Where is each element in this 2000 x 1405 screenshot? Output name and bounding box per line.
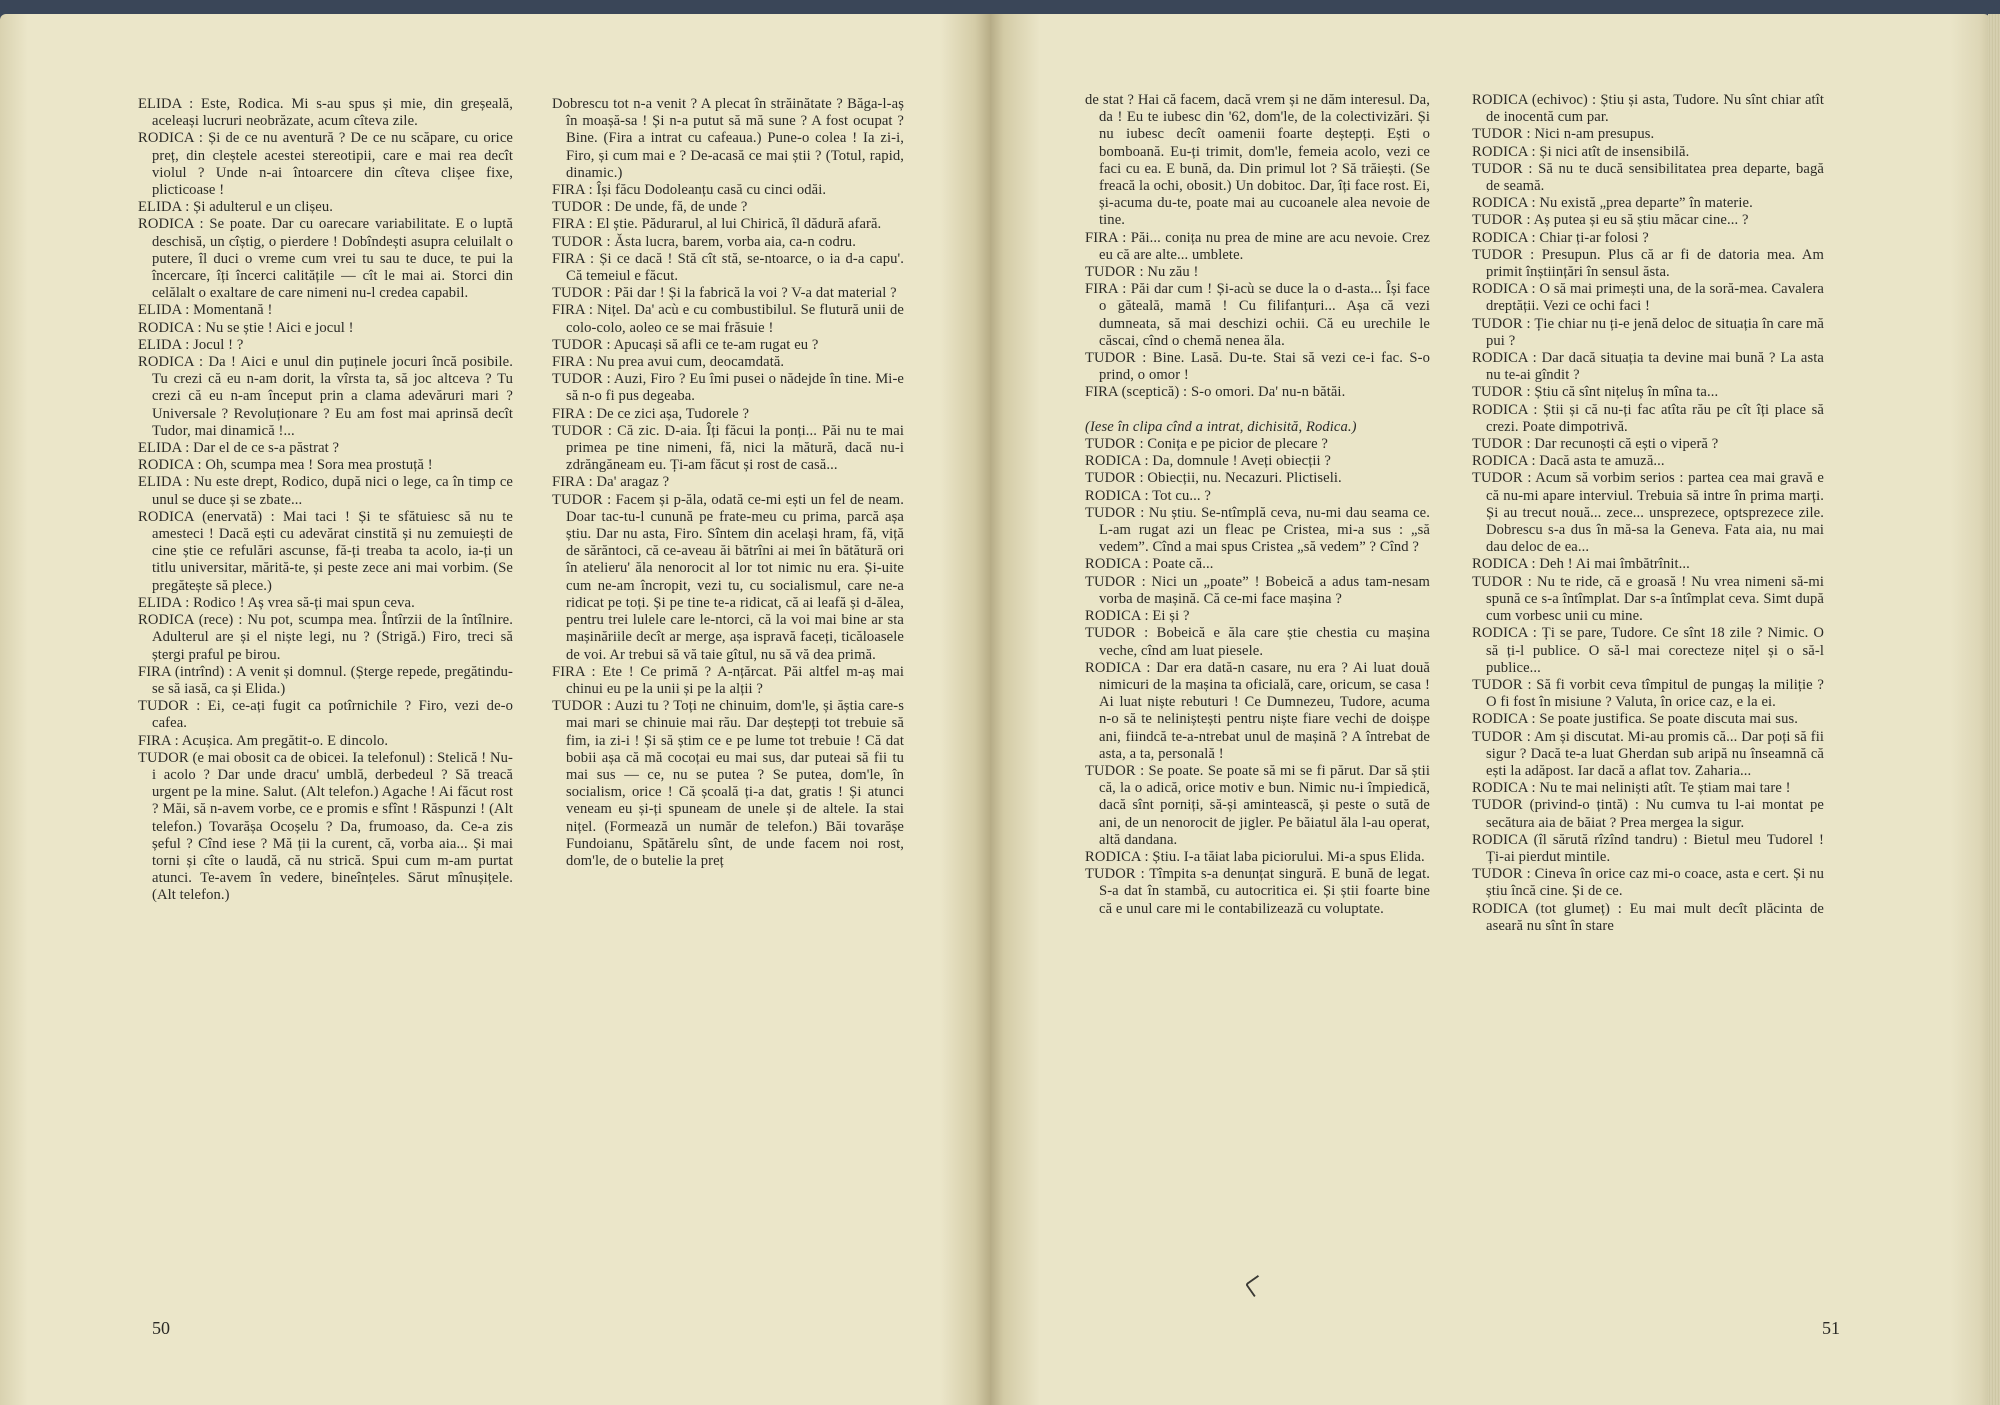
dialogue-paragraph: RODICA : Nu te mai neliniști atît. Te știam mai tare !: [1472, 780, 1791, 797]
dialogue-paragraph: RODICA : Ți se pare, Tudore. Ce sînt 18 zile ? Nimic. O să ți-l publice. O să-l mai corecteze nițel și o să-l publice...: [1472, 625, 1824, 676]
dialogue-paragraph: RODICA : Poate că...: [1085, 556, 1214, 573]
dialogue-paragraph: TUDOR : Bobeică e ăla care știe chestia cu mașina veche, cînd am luat piesele.: [1085, 625, 1430, 659]
open-book: [0, 14, 2000, 1405]
left-page-column-1: [138, 96, 513, 905]
dialogue-paragraph: TUDOR : Dar recunoști că ești o viperă ?: [1472, 436, 1719, 453]
dialogue-paragraph: RODICA : Nu se știe ! Aici e jocul !: [138, 319, 354, 336]
page-edges: [1988, 14, 2000, 1405]
dialogue-paragraph: TUDOR : Obiecții, nu. Necazuri. Plictiseli.: [1085, 470, 1342, 487]
dialogue-paragraph: ELIDA : Dar el de ce s-a păstrat ?: [138, 440, 340, 457]
dialogue-paragraph: RODICA : Da, domnule ! Aveți obiecții ?: [1085, 453, 1332, 470]
dialogue-paragraph: TUDOR : Auzi tu ? Toți ne chinuim, dom'le, și ăștia care-s mai mari se chinuie mai rău. Dar deștepți tot trebuie să fim, ia zi-i ! Și să știm ce e pe lume tot trebuie ! Că dat bobii așa că mă cocoțai eu mai sus, dar puteai să fii tu mai sus — ce, nu se putea ? Se putea, dom'le, în socialism, orice ! Că școală ți-a dat, gratis ! Și atunci veneam eu și-ți spuneam de unele și de altele. Ia stai nițel. (Formează un număr de telefon.) Băi tovarășe Fundoianu, Spătărelu sînt, de unde facem noi rost, dom'le, de o butelie la preț: [552, 698, 904, 869]
dialogue-paragraph: FIRA : Da' aragaz ?: [552, 474, 670, 491]
dialogue-paragraph: FIRA (intrînd) : A venit și domnul. (Șterge repede, pregătindu-se să iasă, ca și Elida.): [138, 663, 513, 697]
dialogue-paragraph: FIRA (sceptică) : S-o omori. Da' nu-n bătăi.: [1085, 384, 1346, 401]
stage-direction: (Iese în clipa cînd a intrat, dichisită, Rodica.): [1085, 418, 1357, 435]
dialogue-paragraph: RODICA : Tot cu... ?: [1085, 487, 1211, 504]
dialogue-paragraph: TUDOR : Știu că sînt nițeluș în mîna ta...: [1472, 384, 1719, 401]
dialogue-paragraph: RODICA : Nu există „prea departe” în materie.: [1472, 195, 1753, 212]
dialogue-paragraph: ELIDA : Este, Rodica. Mi s-au spus și mie, din greșeală, aceleași lucruri neobrăzate, acum cîteva zile.: [138, 96, 513, 130]
dialogue-paragraph: TUDOR : Presupun. Plus că ar fi de datoria mea. Am primit înștiințări în sensul ăsta.: [1472, 246, 1824, 281]
dialogue-paragraph: TUDOR : Cineva în orice caz mi-o coace, asta e cert. Și nu știu încă cine. Și de ce.: [1472, 866, 1824, 900]
dialogue-paragraph: TUDOR : Acum să vorbim serios : partea cea mai gravă e că nu-mi apare interviul. Trebuia să intre în prima marți. Și au trecut nouă... zece... unsprezece, optsprezece zile. Dobrescu s-a dus în mă-sa la Geneva. Fata aia, nu mai dau deloc de ea...: [1472, 470, 1824, 556]
dialogue-paragraph: TUDOR : Apucași să afli ce te-am rugat eu ?: [552, 336, 819, 353]
dialogue-paragraph: TUDOR : Am și discutat. Mi-au promis că... Dar poți să fii sigur ? Dacă te-a luat Gherdan sub aripă nu înseamnă că ești la adăpost. Iar dacă a aflat tov. Zaharia...: [1472, 728, 1824, 779]
dialogue-paragraph: ELIDA : Rodico ! Aș vrea să-ți mai spun ceva.: [138, 594, 415, 611]
dialogue-paragraph: TUDOR : Se poate. Se poate să mi se fi părut. Dar să știi că, la o adică, orice motiv e bun. Nimic nu-i împiedică, dacă sînt porniți, să-și amintească, și peste o sută de ani, de un nenorocit de jigler. Pe băiatul ăla l-au operat, altă dandana.: [1085, 762, 1430, 848]
dialogue-paragraph: RODICA : O să mai primești una, de la soră-mea. Cavalera dreptății. Vezi ce ochi faci !: [1472, 281, 1824, 315]
dialogue-paragraph: RODICA : Oh, scumpa mea ! Sora mea prostuță !: [138, 457, 433, 474]
dialogue-paragraph: RODICA : Și nici atît de insensibilă.: [1472, 143, 1690, 160]
dialogue-paragraph: TUDOR : Nici n-am presupus.: [1472, 126, 1655, 143]
left-page: [0, 14, 990, 1405]
dialogue-paragraph: RODICA : Știi și că nu-ți fac atîta rău pe cît îți place să crezi. Poate dimpotrivă.: [1472, 401, 1824, 435]
page-number-right: 51: [1822, 1318, 1840, 1338]
dialogue-paragraph: TUDOR : Tîmpita s-a denunțat singură. E bună de legat. S-a dat în stambă, cu autocritica ei. Și știi foarte bine că e unul care mi le contabilizează cu voluptate.: [1085, 866, 1430, 917]
dialogue-paragraph: RODICA : Știu. I-a tăiat laba piciorului. Mi-a spus Elida.: [1085, 848, 1425, 865]
dialogue-paragraph: ELIDA : Și adulterul e un clișeu.: [138, 199, 334, 216]
dialogue-paragraph: RODICA (rece) : Nu pot, scumpa mea. Întîrzii de la întîlnire. Adulterul are și el niște legi, nu ? (Strigă.) Firo, treci să ștergi praful pe birou.: [138, 612, 513, 663]
dialogue-paragraph: ELIDA : Momentană !: [138, 302, 273, 319]
dialogue-paragraph: FIRA : Acușica. Am pregătit-o. E dincolo.: [138, 732, 389, 749]
dialogue-paragraph: Dobrescu tot n-a venit ? A plecat în străinătate ? Băga-l-aș în moașă-sa ! Și n-a putut să mă sune ? A fost ocupat ? Bine. (Fira a intrat cu cafeaua.) Pune-o colea ! Ia zi-i, Firo, și cum mai e ? De-acasă ce mai știi ? (Totul, rapid, dinamic.): [552, 96, 904, 181]
dialogue-paragraph: RODICA : Se poate justifica. Se poate discuta mai sus.: [1472, 711, 1799, 728]
dialogue-paragraph: RODICA : Da ! Aici e unul din puținele jocuri încă posibile. Tu crezi că eu n-am dorit, la vîrsta ta, să joc altceva ? Tu crezi că eu n-am început prin a clama adevăruri mari ? Universale ? Revoluționare ? Eu am fost mai aprinsă decît Tudor, mai dinamică !...: [138, 354, 513, 439]
spacer-line: [1085, 402, 1430, 419]
right-page-column-1: [1085, 92, 1430, 918]
dialogue-paragraph: RODICA : Ei și ?: [1085, 608, 1190, 625]
dialogue-paragraph: TUDOR : Aș putea și eu să știu măcar cine... ?: [1472, 212, 1749, 229]
dialogue-paragraph: FIRA : Își făcu Dodoleanțu casă cu cinci odăi.: [552, 182, 827, 199]
dialogue-paragraph: FIRA : Nițel. Da' acù e cu combustibilul. Se flutură unii de colo-colo, aoleo ce se mai frăsuie !: [552, 302, 904, 336]
dialogue-paragraph: TUDOR (e mai obosit ca de obicei. Ia telefonul) : Stelică ! Nu-i acolo ? Dar unde dracu' umblă, derbedeul ? Să treacă urgent pe la mine. Salut. (Alt telefon.) Agache ! Ai făcut rost ? Măi, să n-avem vorbe, ce e promis e sfînt ! Răspunzi ! (Alt telefon.) Tovarășa Ocoșelu ? Da, frumoaso, da. Ce-a zis șeful ? Cînd iese ? Mă ții la curent, că, vorba aia... Și mai torni și cîte o laudă, că nu strică. Spui cum m-am purtat atunci. Te-avem în vedere, bineînțeles. Sărut mînușițele. (Alt telefon.): [138, 749, 513, 904]
dialogue-paragraph: TUDOR : Ție chiar nu ți-e jenă deloc de situația în care mă pui ?: [1472, 315, 1824, 349]
dialogue-paragraph: de stat ? Hai că facem, dacă vrem și ne dăm interesul. Da, da ! Eu te iubesc din '62, dom'le, de la colectivizări. Și nu iubesc decît oamenii foarte deștepți. Ești o bomboană. Eu-ți trimit, dom'le, femeia acolo, vezi ce faci cu ea. E bună, da. Din primul lot ? Să trăiești. (Se freacă la ochi, obosit.) Un dobitoc. Dar, îți face rost. Ei, și-acuma du-te, poate mai au cucoanele alea nevoie de tine.: [1085, 92, 1430, 229]
dialogue-paragraph: FIRA : Nu prea avui cum, deocamdată.: [552, 354, 785, 371]
dialogue-paragraph: TUDOR : Conița e pe picior de plecare ?: [1085, 436, 1328, 453]
dialogue-paragraph: RODICA : Deh ! Ai mai îmbătrînit...: [1472, 556, 1690, 573]
dialogue-paragraph: FIRA : Păi... conița nu prea de mine are acu nevoie. Crez eu că are alte... umblete.: [1085, 229, 1430, 263]
dialogue-paragraph: FIRA : Păi dar cum ! Și-acù se duce la o d-asta... Își face o găteală, mamă ! Cu filifanțuri... Așa că vezi dumneata, să mai deschizi ochii. Că eu urechile le căscai, cînd o chemă nenea ăla.: [1085, 281, 1430, 349]
dialogue-paragraph: FIRA : Și ce dacă ! Stă cît stă, se-ntoarce, o ia d-a capu'. Că temeiul e făcut.: [552, 250, 904, 285]
dialogue-paragraph: RODICA (îl sărută rîzînd tandru) : Bietul meu Tudorel ! Ți-ai pierdut mintile.: [1472, 831, 1824, 865]
dialogue-paragraph: TUDOR : De unde, fă, de unde ?: [552, 199, 748, 216]
dialogue-paragraph: TUDOR : Nu zău !: [1085, 264, 1199, 281]
dialogue-paragraph: RODICA (tot glumeț) : Eu mai mult decît plăcinta de aseară nu sînt în stare: [1472, 900, 1824, 934]
dialogue-paragraph: RODICA (echivoc) : Știu și asta, Tudore. Nu sînt chiar atît de inocentă cum par.: [1472, 92, 1824, 126]
dialogue-paragraph: TUDOR : Păi dar ! Și la fabrică la voi ? V-a dat material ?: [552, 285, 897, 302]
dialogue-paragraph: TUDOR : Auzi, Firo ? Eu îmi pusei o nădejde în tine. Mi-e să n-o fi pus degeaba.: [552, 371, 904, 405]
dialogue-paragraph: RODICA : Dar dacă situația ta devine mai bună ? La asta nu te-ai gîndit ?: [1472, 350, 1824, 384]
dialogue-paragraph: TUDOR : Să nu te ducă sensibilitatea prea departe, bagă de seamă.: [1472, 160, 1824, 195]
dialogue-paragraph: TUDOR : Bine. Lasă. Du-te. Stai să vezi ce-i fac. S-o prind, o omor !: [1085, 350, 1430, 384]
dialogue-paragraph: RODICA (enervată) : Mai taci ! Și te sfătuiesc să nu te amesteci ! Dacă ești cu adevărat cinstită și nu zemuiești de cine știe ce refulări ascunse, fă-ți treaba ta acolo, ia-ți un titlu universitar, mărită-te, și peste zece ani mai vorbim. (Se pregătește să plece.): [138, 508, 513, 594]
dialogue-paragraph: TUDOR : Nici un „poate” ! Bobeică a adus tam-nesam vorba de mașină. Că ce-mi face mașina ?: [1085, 573, 1430, 607]
page-number-left: 50: [152, 1318, 170, 1338]
dialogue-paragraph: FIRA : Ete ! Ce primă ? A-nțărcat. Păi altfel m-aș mai chinui eu pe la unii și pe la alții ?: [552, 663, 904, 697]
left-page-column-2: [552, 96, 904, 870]
dialogue-paragraph: TUDOR : Să fi vorbit ceva tîmpitul de pungaș la miliție ? O fi fost în misiune ? Valuta, în orice caz, e la ei.: [1472, 676, 1824, 711]
dialogue-paragraph: RODICA : Și de ce nu aventură ? De ce nu scăpare, cu orice preț, din cleștele acestei stereotipii, care e mai rea decît violul ? Unde n-ai întoarcere din cîteva clișee fixe, plicticoase !: [138, 130, 513, 199]
dialogue-paragraph: TUDOR (privind-o țintă) : Nu cumva tu l-ai montat pe secătura aia de băiat ? Prea mergea la sigur.: [1472, 797, 1824, 831]
dialogue-paragraph: ELIDA : Jocul ! ?: [138, 336, 244, 353]
dialogue-paragraph: RODICA : Dar era dată-n casare, nu era ? Ai luat două nimicuri de la mașina ta oficială, care, oricum, se casa ! Ai luat niște rebuturi ! Ce Dumnezeu, Tudore, acuma n-o să te neliniștești pentru niște fiare vechi de doișpe ani, fiindcă te-a-ntrebat unul de mașină ? A întrebat de asta, a ta, personală !: [1085, 659, 1430, 762]
right-page-column-2: [1472, 92, 1824, 935]
dialogue-paragraph: FIRA : De ce zici așa, Tudorele ?: [552, 405, 750, 422]
dialogue-paragraph: RODICA : Chiar ți-ar folosi ?: [1472, 229, 1649, 246]
dialogue-paragraph: TUDOR : Facem și p-ăla, odată ce-mi ești un fel de neam. Doar tac-tu-l cunună pe frate-meu cu prima, parcă așa știu. Dar nu asta, Firo. Sîntem din același hram, fă, viță de sărăntoci, că ce-aveau ăi bătrîni ai mei în bătătură ori în atelieru' ăla nenorocit al lor tot nimic nu era. Și-uite cum ne-am încropit, vezi tu, cu socialismul, care ne-a ridicat pe toți. Și pe tine te-a ridicat, că ai leafă și d-ălea, pentru trei lulele care le-ntorci, că la voi mai bine ar sta mașinăriile decît ar merge, așa ispravă faceți, ticăloasele de voi. Ar trebui să vă taie gîtul, nu să vă dea primă.: [552, 491, 904, 663]
dialogue-paragraph: TUDOR : Ăsta lucra, barem, vorba aia, ca-n codru.: [552, 233, 856, 250]
dialogue-paragraph: FIRA : El știe. Pădurarul, al lui Chirică, îl dădură afară.: [552, 216, 882, 233]
right-page: [990, 14, 1990, 1405]
dialogue-paragraph: TUDOR : Ei, ce-ați fugit ca potîrnichile ? Firo, vezi de-o cafea.: [138, 698, 513, 732]
dialogue-paragraph: TUDOR : Că zic. D-aia. Îți făcui la ponți... Păi nu te mai primea pe tine nimeni, fă, nici la mătură, dacă nu-i zdrăngăneam eu. Ți-am făcut și rost de casă...: [552, 422, 904, 474]
dialogue-paragraph: ELIDA : Nu este drept, Rodico, după nici o lege, ca în timp ce unul se duce și se zbate...: [138, 474, 513, 508]
dialogue-paragraph: RODICA : Dacă asta te amuză...: [1472, 453, 1665, 470]
dialogue-paragraph: RODICA : Se poate. Dar cu oarecare variabilitate. E o luptă deschisă, un cîștig, o pierdere ! Dobîndești asupra celuilalt o putere, îl duci o vreme cum vrei tu sau te duce, te pui la încercare, îți încerci calitățile — cît le mai ai. Storci din celălalt o exaltare de care nimeni nu-l credea capabil.: [138, 216, 513, 302]
dialogue-paragraph: TUDOR : Nu te ride, că e groasă ! Nu vrea nimeni să-mi spună ce s-a întîmplat. Dar s-a întîmplat ceva. Simt după cum vorbesc unii cu mine.: [1472, 573, 1824, 625]
dialogue-paragraph: TUDOR : Nu știu. Se-ntîmplă ceva, nu-mi dau seama ce. L-am rugat azi un fleac pe Cristea, mi-a sus : „să vedem”. Cînd a mai spus Cristea „să vedem” ? Cînd ?: [1085, 504, 1430, 556]
